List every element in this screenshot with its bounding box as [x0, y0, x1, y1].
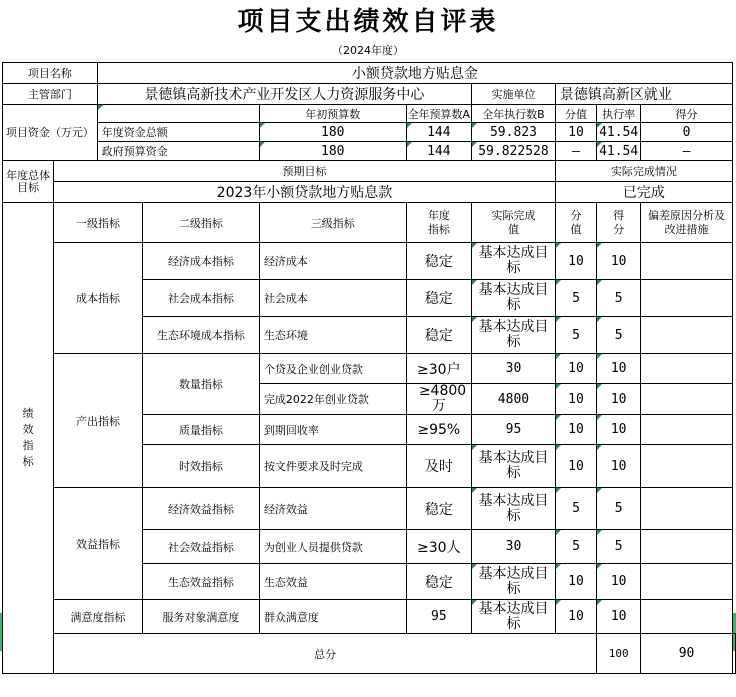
table-row-score: 5	[597, 530, 641, 564]
table-row-deviation	[641, 384, 733, 415]
table-row-score: 10	[597, 445, 641, 488]
table-row-l2: 经济效益指标	[142, 488, 259, 530]
table-row-score: 10	[597, 564, 641, 600]
table-row-value: 5	[555, 317, 596, 354]
table-row-score: 5	[597, 317, 641, 354]
table-row-score: 10	[597, 600, 641, 634]
label-funds: 项目资金（万元）	[3, 105, 98, 161]
label-score-value: 分值	[555, 105, 596, 123]
table-row-deviation	[641, 280, 733, 317]
total-value: 100	[597, 634, 641, 674]
page-title: 项目支出绩效自评表	[237, 7, 499, 37]
label-annual-index: 年度指标	[406, 203, 472, 243]
label-score-value-2: 分值	[555, 203, 596, 243]
total-score-value: 10	[555, 123, 596, 142]
total-score-final: 90	[641, 634, 733, 674]
table-row-actual: 30	[472, 530, 556, 564]
table-row-target: ≥95%	[406, 415, 472, 445]
table-row-target: ≥4800万	[406, 384, 472, 415]
table-row-deviation	[641, 488, 733, 530]
group-cost: 成本指标	[54, 243, 143, 354]
total-rate: 41.54	[597, 123, 641, 142]
table-row-target: 稳定	[406, 317, 472, 354]
goal-actual-value: 已完成	[555, 182, 732, 203]
label-expected-goal: 预期目标	[54, 161, 556, 182]
table-row-deviation	[641, 445, 733, 488]
table-row-actual: 95	[472, 415, 556, 445]
label-performance: 绩效指标	[3, 203, 54, 674]
impl-unit-value: 景德镇高新区就业	[555, 84, 732, 105]
table-row-target: 稳定	[406, 280, 472, 317]
table-row-deviation	[641, 317, 733, 354]
gov-rate: 41.54	[597, 142, 641, 161]
table-row-l2: 时效指标	[142, 445, 259, 488]
label-level2: 二级指标	[142, 203, 259, 243]
gov-score: —	[641, 142, 733, 161]
total-initial: 180	[259, 123, 406, 142]
gov-annual: 144	[406, 142, 472, 161]
label-annual-budget: 全年预算数A	[406, 105, 472, 123]
table-row-deviation	[641, 530, 733, 564]
table-row-actual: 基本达成目标	[472, 600, 556, 634]
table-row-target: 稳定	[406, 564, 472, 600]
label-impl-unit: 实施单位	[472, 84, 556, 105]
label-level1: 一级指标	[54, 203, 143, 243]
total-deviation	[733, 634, 736, 674]
table-row-l3: 生态环境	[259, 317, 406, 354]
table-row-score: 10	[597, 384, 641, 415]
table-row-l2: 社会效益指标	[142, 530, 259, 564]
table-row-l2: 服务对象满意度	[142, 600, 259, 634]
table-row-l3: 经济成本	[259, 243, 406, 280]
table-row-score: 10	[597, 243, 641, 280]
table-row-score: 10	[597, 354, 641, 384]
table-row-l3: 完成2022年创业贷款	[259, 384, 406, 415]
table-row-target: 稳定	[406, 243, 472, 280]
goal-expected-value: 2023年小额贷款地方贴息款	[54, 182, 556, 203]
table-row-value: 10	[555, 384, 596, 415]
dept-value: 景德镇高新技术产业开发区人力资源服务中心	[97, 84, 471, 105]
label-project-name: 项目名称	[3, 63, 98, 84]
gov-score-value: —	[555, 142, 596, 161]
table-row-actual: 30	[472, 354, 556, 384]
table-row-deviation	[641, 564, 733, 600]
table-row-target: ≥30人	[406, 530, 472, 564]
label-level3: 三级指标	[259, 203, 406, 243]
table-row-actual: 基本达成目标	[472, 488, 556, 530]
table-row-value: 10	[555, 600, 596, 634]
table-row-l2: 经济成本指标	[142, 243, 259, 280]
table-row-l3: 到期回收率	[259, 415, 406, 445]
table-row-target: 95	[406, 600, 472, 634]
table-row-value: 5	[555, 530, 596, 564]
table-row-score: 10	[597, 415, 641, 445]
total-annual: 144	[406, 123, 472, 142]
total-score: 0	[641, 123, 733, 142]
group-benefit: 效益指标	[54, 488, 143, 600]
table-row-actual: 基本达成目标	[472, 243, 556, 280]
label-score-2: 得分	[597, 203, 641, 243]
table-row-l3: 个贷及企业创业贷款	[259, 354, 406, 384]
table-row-l3: 群众满意度	[259, 600, 406, 634]
table-row-deviation	[641, 354, 733, 384]
table-row-actual: 4800	[472, 384, 556, 415]
group-satisfaction: 满意度指标	[54, 600, 143, 634]
gov-initial: 180	[259, 142, 406, 161]
table-row-score: 5	[597, 280, 641, 317]
label-annual-exec: 全年执行数B	[472, 105, 556, 123]
table-row-l3: 按文件要求及时完成	[259, 445, 406, 488]
table-row-value: 10	[555, 354, 596, 384]
table-row-value: 5	[555, 488, 596, 530]
table-row-l3: 为创业人员提供贷款	[259, 530, 406, 564]
label-initial-budget: 年初预算数	[259, 105, 406, 123]
label-total: 总分	[54, 634, 597, 674]
table-row-score: 5	[597, 488, 641, 530]
table-row-l2: 数量指标	[142, 354, 259, 415]
label-total-funds: 年度资金总额	[97, 123, 259, 142]
table-row-value: 10	[555, 415, 596, 445]
page-subtitle: （2024年度）	[332, 44, 404, 57]
label-deviation: 偏差原因分析及改进措施	[641, 203, 733, 243]
funds-header-blank	[97, 105, 259, 123]
table-row-actual: 基本达成目标	[472, 445, 556, 488]
table-row-value: 5	[555, 280, 596, 317]
table-row-l2: 社会成本指标	[142, 280, 259, 317]
label-gov-funds: 政府预算资金	[97, 142, 259, 161]
group-output: 产出指标	[54, 354, 143, 488]
table-row-actual: 基本达成目标	[472, 317, 556, 354]
table-row-l3: 生态效益	[259, 564, 406, 600]
label-score: 得分	[641, 105, 733, 123]
label-dept: 主管部门	[3, 84, 98, 105]
table-row-deviation	[641, 600, 733, 634]
label-exec-rate: 执行率	[597, 105, 641, 123]
table-row-l2: 生态效益指标	[142, 564, 259, 600]
table-row-value: 10	[555, 445, 596, 488]
label-actual-status: 实际完成情况	[555, 161, 732, 182]
table-row-value: 10	[555, 564, 596, 600]
project-name-value: 小额贷款地方贴息金	[97, 63, 732, 84]
table-row-l2: 生态环境成本指标	[142, 317, 259, 354]
label-actual-value: 实际完成值	[472, 203, 556, 243]
table-row-target: 稳定	[406, 488, 472, 530]
table-row-deviation	[641, 415, 733, 445]
label-annual-goal: 年度总体目标	[3, 161, 54, 203]
table-row-actual: 基本达成目标	[472, 280, 556, 317]
table-row-actual: 基本达成目标	[472, 564, 556, 600]
table-row-target: 及时	[406, 445, 472, 488]
table-row-target: ≥30户	[406, 354, 472, 384]
self-evaluation-table	[2, 62, 736, 674]
table-row-value: 10	[555, 243, 596, 280]
gov-exec: 59.822528	[472, 142, 556, 161]
table-row-l2: 质量指标	[142, 415, 259, 445]
table-row-l3: 经济效益	[259, 488, 406, 530]
table-row-deviation	[641, 243, 733, 280]
table-row-l3: 社会成本	[259, 280, 406, 317]
total-exec: 59.823	[472, 123, 556, 142]
